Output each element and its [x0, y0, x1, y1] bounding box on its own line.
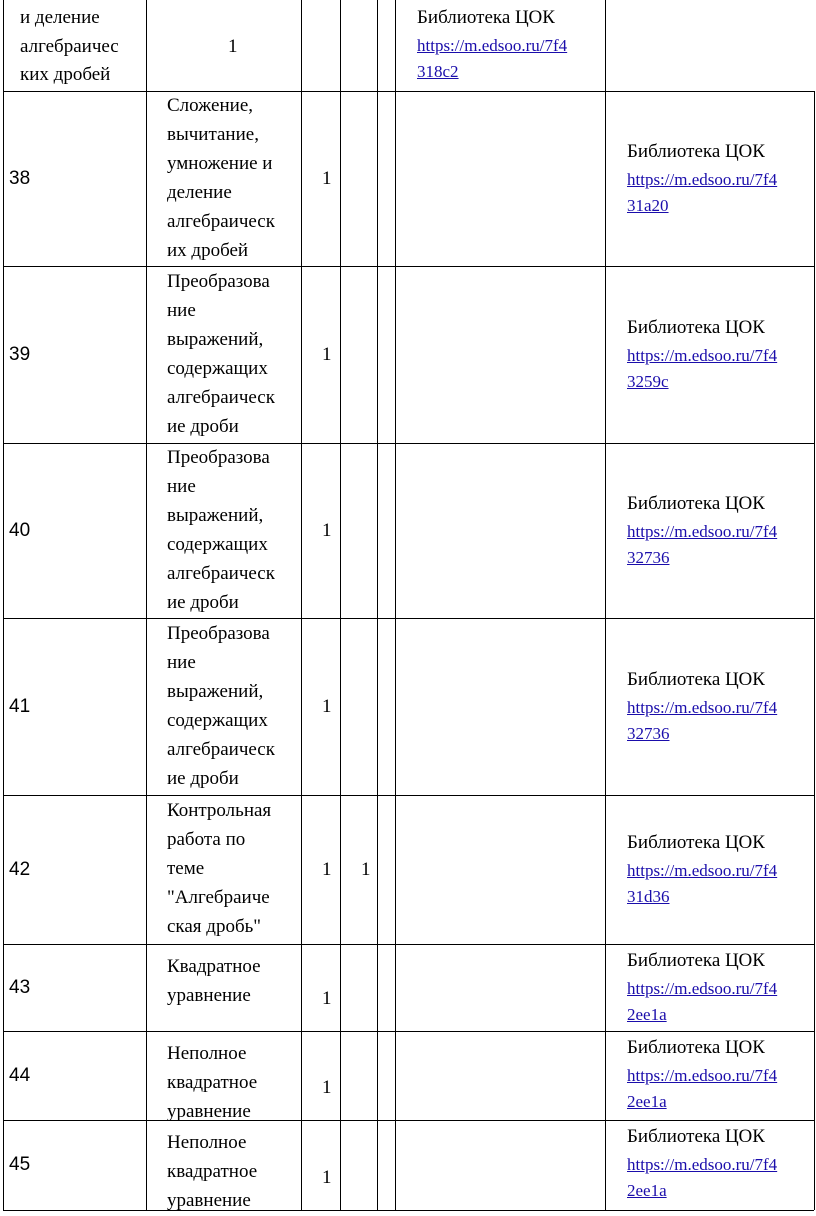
resource-label: Библиотека ЦОК: [627, 1126, 765, 1147]
resource-link[interactable]: https://m.edsoo.ru/7f4: [627, 169, 778, 189]
resource-link[interactable]: https://m.edsoo.ru/7f4: [627, 697, 778, 717]
table-border: [301, 1031, 302, 1120]
topic-cell-text: ие дроби: [167, 591, 239, 613]
table-border: [814, 618, 815, 795]
table-border: [377, 618, 378, 795]
resource-link[interactable]: https://m.edsoo.ru/7f4: [627, 345, 778, 365]
table-border: [3, 266, 814, 267]
resource-link[interactable]: 3259c: [627, 371, 669, 391]
table-border: [146, 0, 147, 91]
table-border: [3, 795, 814, 796]
resource-label: Библиотека ЦОК: [627, 492, 765, 514]
table-border: [3, 944, 814, 945]
resource-link[interactable]: https://m.edsoo.ru/7f4: [627, 1155, 778, 1174]
topic-cell-text: уравнение: [167, 1101, 251, 1122]
resource-link[interactable]: 2ee1a: [627, 1092, 667, 1111]
table-border: [3, 618, 4, 795]
resource-label: Библиотека ЦОК: [627, 140, 765, 162]
resource-link[interactable]: 32736: [627, 547, 670, 567]
resource-label: Библиотека ЦОК: [627, 950, 765, 971]
table-border: [3, 266, 4, 443]
resource-link[interactable]: https://m.edsoo.ru/7f4: [627, 1066, 778, 1085]
resource-label: Библиотека ЦОК: [417, 7, 555, 28]
test-hours-cell: 1: [361, 858, 371, 880]
topic-cell-text: и деление: [20, 7, 100, 28]
topic-cell-text: Преобразова: [167, 622, 270, 644]
table-border: [301, 443, 302, 618]
topic-cell-text: выражений,: [167, 328, 264, 350]
table-border: [395, 443, 396, 618]
table-border: [605, 266, 606, 443]
resource-link[interactable]: 31a20: [627, 195, 669, 215]
table-border: [814, 266, 815, 443]
table-border: [340, 795, 341, 944]
table-border: [340, 1120, 341, 1210]
row-number: 43: [9, 976, 31, 998]
table-border: [605, 91, 606, 266]
resource-label: Библиотека ЦОК: [627, 831, 765, 853]
table-border: [814, 944, 815, 1031]
topic-cell-text: алгебраическ: [167, 562, 275, 584]
hours-cell: 1: [322, 167, 332, 189]
table-border: [340, 91, 341, 266]
hours-cell: 1: [322, 1077, 332, 1098]
table-border: [814, 91, 815, 266]
table-border: [340, 266, 341, 443]
table-border: [605, 1120, 606, 1210]
resource-link[interactable]: https://m.edsoo.ru/7f4: [417, 36, 568, 55]
topic-cell-text: ская дробь": [167, 916, 262, 937]
topic-cell-text: Квадратное: [167, 956, 261, 977]
table-border: [340, 944, 341, 1031]
topic-cell-text: выражений,: [167, 504, 264, 526]
resource-label: Библиотека ЦОК: [627, 1037, 765, 1058]
resource-link[interactable]: 2ee1a: [627, 1005, 667, 1024]
topic-cell-text: деление: [167, 181, 232, 203]
table-border: [377, 1120, 378, 1210]
topic-cell-text: алгебраическ: [167, 738, 275, 760]
topic-cell-text: ние: [167, 299, 196, 321]
table-border: [395, 944, 396, 1031]
resource-link[interactable]: 2ee1a: [627, 1181, 667, 1200]
table-border: [301, 795, 302, 944]
table-border: [3, 91, 4, 266]
table-border: [377, 0, 378, 91]
table-border: [395, 266, 396, 443]
topic-cell-text: вычитание,: [167, 123, 259, 145]
resource-link[interactable]: https://m.edsoo.ru/7f4: [627, 860, 778, 880]
topic-cell-text: Преобразова: [167, 446, 270, 468]
table-border: [3, 443, 4, 618]
topic-cell-text: их дробей: [167, 239, 249, 261]
table-border: [377, 795, 378, 944]
table-border: [395, 0, 396, 91]
topic-cell-text: Контрольная: [167, 800, 272, 821]
table-border: [3, 0, 4, 91]
row-number: 45: [9, 1154, 31, 1175]
topic-cell-text: умножение и: [167, 152, 273, 174]
topic-cell-text: теме: [167, 858, 205, 879]
table-border: [395, 1120, 396, 1210]
table-border: [3, 1120, 4, 1210]
topic-cell-text: Сложение,: [167, 94, 254, 116]
hours-cell: 1: [322, 988, 332, 1009]
table-border: [3, 91, 814, 92]
table-border: [377, 91, 378, 266]
row-number: 39: [9, 343, 31, 365]
table-border: [301, 944, 302, 1031]
table-border: [3, 944, 4, 1031]
topic-cell-text: содержащих: [167, 357, 268, 379]
table-border: [3, 1210, 814, 1211]
table-border: [605, 1031, 606, 1120]
topic-cell-text: ких дробей: [20, 64, 111, 85]
topic-cell-text: работа по: [167, 829, 246, 850]
topic-cell-text: уравнение: [167, 1190, 251, 1211]
table-border: [301, 266, 302, 443]
row-number: 40: [9, 519, 31, 541]
table-border: [3, 618, 814, 619]
table-border: [301, 0, 302, 91]
resource-label: Библиотека ЦОК: [627, 316, 765, 338]
table-border: [377, 443, 378, 618]
resource-link[interactable]: 32736: [627, 723, 670, 743]
topic-cell-text: выражений,: [167, 680, 264, 702]
topic-cell-text: ие дроби: [167, 415, 239, 437]
table-border: [3, 1120, 814, 1121]
table-border: [340, 443, 341, 618]
hours-cell: 1: [322, 519, 332, 541]
row-number: 42: [9, 858, 31, 880]
table-border: [3, 1031, 4, 1120]
table-border: [395, 91, 396, 266]
table-border: [340, 618, 341, 795]
row-number: 44: [9, 1064, 31, 1086]
table-border: [146, 91, 147, 1210]
table-border: [605, 0, 606, 91]
table-border: [3, 443, 814, 444]
topic-cell-text: алгебраическ: [167, 386, 275, 408]
table-border: [301, 91, 302, 266]
table-border: [340, 1031, 341, 1120]
table-border: [814, 795, 815, 944]
table-border: [605, 944, 606, 1031]
row-number: 38: [9, 167, 31, 189]
table-border: [377, 944, 378, 1031]
resource-link[interactable]: 31d36: [627, 886, 670, 906]
table-border: [814, 443, 815, 618]
table-border: [395, 795, 396, 944]
resource-link[interactable]: https://m.edsoo.ru/7f4: [627, 979, 778, 998]
table-border: [605, 795, 606, 944]
resource-label: Библиотека ЦОК: [627, 668, 765, 690]
table-border: [301, 618, 302, 795]
table-border: [340, 0, 341, 91]
topic-cell-text: "Алгебраиче: [167, 887, 270, 908]
hours-cell: 1: [322, 1167, 332, 1188]
topic-cell-text: алгебраическ: [167, 210, 275, 232]
topic-cell-text: квадратное: [167, 1072, 258, 1093]
topic-cell-text: Неполное: [167, 1043, 247, 1064]
topic-cell-text: алгебраичес: [20, 35, 119, 57]
topic-cell-text: ие дроби: [167, 767, 239, 789]
topic-cell-text: ние: [167, 651, 196, 673]
resource-link[interactable]: 318c2: [417, 62, 459, 81]
topic-cell-text: уравнение: [167, 985, 251, 1006]
table-border: [814, 1120, 815, 1210]
hours-cell: 1: [322, 858, 332, 880]
table-border: [301, 1120, 302, 1210]
table-border: [377, 1031, 378, 1120]
topic-cell-text: содержащих: [167, 533, 268, 555]
row-number: 41: [9, 695, 31, 717]
topic-cell-text: Преобразова: [167, 270, 270, 292]
table-border: [377, 266, 378, 443]
hours-cell: 1: [228, 36, 238, 57]
table-border: [3, 795, 4, 944]
topic-cell-text: содержащих: [167, 709, 268, 731]
table-border: [395, 618, 396, 795]
hours-cell: 1: [322, 695, 332, 717]
table-border: [395, 1031, 396, 1120]
table-border: [605, 618, 606, 795]
topic-cell-text: ние: [167, 475, 196, 497]
table-border: [605, 443, 606, 618]
resource-link[interactable]: https://m.edsoo.ru/7f4: [627, 521, 778, 541]
topic-cell-text: Неполное: [167, 1132, 247, 1153]
topic-cell-text: квадратное: [167, 1161, 258, 1182]
table-border: [814, 1031, 815, 1120]
hours-cell: 1: [322, 343, 332, 365]
table-border: [3, 1031, 814, 1032]
